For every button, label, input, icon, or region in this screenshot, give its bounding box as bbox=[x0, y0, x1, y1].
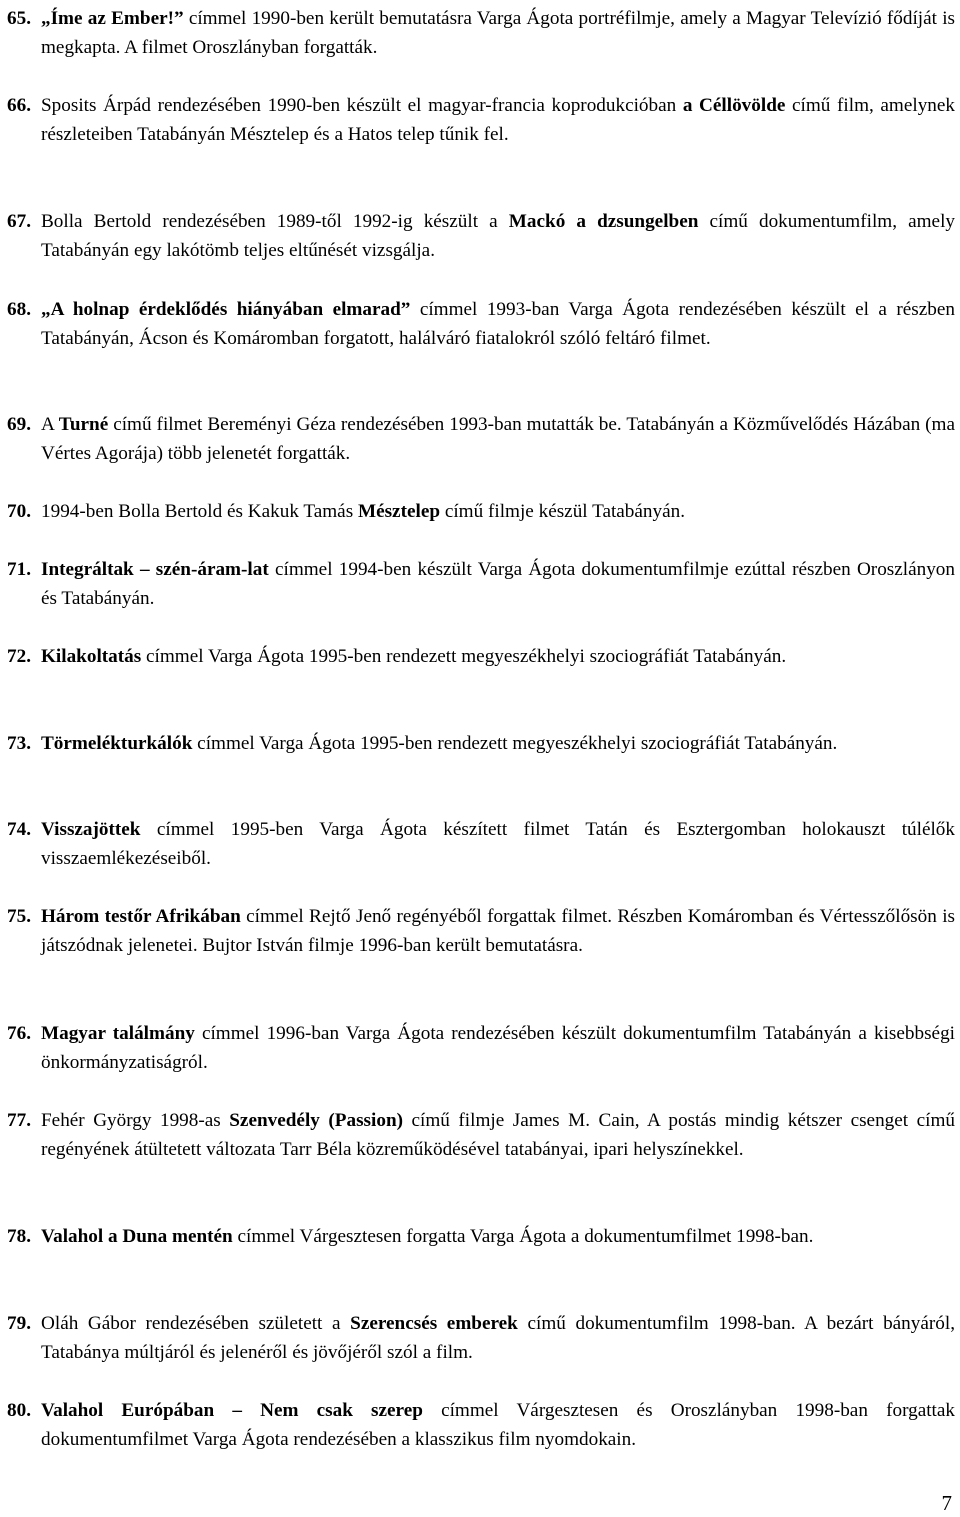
entry-text: Valahol Európában – Nem csak szerep címmel Várgesztesen és Oroszlányban 1998-ban forgattak dokumentumfilmet Varga Ágota rendezésében a klasszikus film nyomdokain. bbox=[41, 1400, 955, 1450]
entry-number: 70. bbox=[7, 501, 31, 522]
entry-text: Valahol a Duna mentén címmel Várgesztesen forgatta Varga Ágota a dokumentumfilmet 1998-ban. bbox=[41, 1226, 814, 1247]
entry-number: 66. bbox=[7, 95, 31, 116]
entry-76 bbox=[7, 1019, 955, 1077]
entry-66 bbox=[7, 91, 955, 149]
entry-number: 77. bbox=[7, 1110, 31, 1131]
entry-number: 69. bbox=[7, 414, 31, 435]
entry-67 bbox=[7, 207, 955, 265]
entry-72 bbox=[7, 642, 955, 671]
entry-text: Sposits Árpád rendezésében 1990-ben készült el magyar-francia koprodukcióban a Céllövölde című film, amelynek részleteiben Tatabányán Mésztelep és a Hatos telep tűnik fel. bbox=[41, 95, 955, 145]
entry-65 bbox=[7, 4, 955, 62]
entry-text: Magyar találmány címmel 1996-ban Varga Ágota rendezésében készült dokumentumfilm Tatabányán a kisebbségi önkormányzatiságról. bbox=[41, 1023, 955, 1073]
entry-number: 65. bbox=[7, 8, 31, 29]
entry-number: 72. bbox=[7, 646, 31, 667]
entry-text: Bolla Bertold rendezésében 1989-től 1992-ig készült a Mackó a dzsungelben című dokumentumfilm, amely Tatabányán egy lakótömb teljes eltűnését vizsgálja. bbox=[41, 211, 955, 261]
entry-78 bbox=[7, 1222, 955, 1251]
entry-70 bbox=[7, 497, 955, 526]
entry-68 bbox=[7, 295, 955, 353]
entry-text: „Íme az Ember!” címmel 1990-ben került bemutatásra Varga Ágota portréfilmje, amely a Magyar Televízió fődíját is megkapta. A filmet Oroszlányban forgatták. bbox=[41, 8, 956, 58]
entry-77 bbox=[7, 1106, 955, 1164]
entry-number: 76. bbox=[7, 1023, 31, 1044]
entry-text: A Turné című filmet Bereményi Géza rendezésében 1993-ban mutatták be. Tatabányán a Közművelődés Házában (ma Vértes Agorája) több jelenetét forgatták. bbox=[41, 414, 955, 464]
entry-number: 75. bbox=[7, 906, 31, 927]
entry-text: Törmelékturkálók címmel Varga Ágota 1995-ben rendezett megyeszékhelyi szociográfiát Tatabányán. bbox=[41, 733, 838, 754]
entry-text: „A holnap érdeklődés hiányában elmarad” címmel 1993-ban Varga Ágota rendezésében készült el a részben Tatabányán, Ácson és Komáromban forgatott, halálváró fiatalokról szóló feltáró filmet. bbox=[41, 299, 955, 349]
entry-text: Kilakoltatás címmel Varga Ágota 1995-ben rendezett megyeszékhelyi szociográfiát Tatabányán. bbox=[41, 646, 787, 667]
entry-text: 1994-ben Bolla Bertold és Kakuk Tamás Mésztelep című filmje készül Tatabányán. bbox=[41, 501, 686, 522]
entry-text: Fehér György 1998-as Szenvedély (Passion) című filmje James M. Cain, A postás mindig kétszer csenget című regényének átültetett változata Tarr Béla közreműködésével tatabányai, ipari helyszínekkel. bbox=[41, 1110, 955, 1160]
entry-75 bbox=[7, 902, 955, 960]
entry-text: Visszajöttek címmel 1995-ben Varga Ágota készített filmet Tatán és Esztergomban holokauszt túlélők visszaemlékezéseiből. bbox=[41, 819, 955, 869]
entry-text: Három testőr Afrikában címmel Rejtő Jenő regényéből forgattak filmet. Részben Komáromban és Vértesszőlősön is játszódnak jelenetei. Bujtor István filmje 1996-ban került bemutatásra. bbox=[41, 906, 955, 956]
page-number: 7 bbox=[941, 1491, 952, 1515]
entry-number: 73. bbox=[7, 733, 31, 754]
entry-80 bbox=[7, 1396, 955, 1454]
entry-text: Oláh Gábor rendezésében született a Szerencsés emberek című dokumentumfilm 1998-ban. A bezárt bányáról, Tatabánya múltjáról és jelenéről és jövőjéről szól a film. bbox=[41, 1313, 955, 1363]
entry-number: 71. bbox=[7, 559, 31, 580]
entry-text: Integráltak – szén-áram-lat címmel 1994-ben készült Varga Ágota dokumentumfilmje ezúttal részben Oroszlányon és Tatabányán. bbox=[41, 559, 955, 609]
entry-number: 67. bbox=[7, 211, 31, 232]
entry-number: 79. bbox=[7, 1313, 31, 1334]
entry-79 bbox=[7, 1309, 955, 1367]
entry-74 bbox=[7, 815, 955, 873]
entry-number: 68. bbox=[7, 299, 31, 320]
entry-number: 80. bbox=[7, 1400, 31, 1421]
entry-number: 74. bbox=[7, 819, 31, 840]
entry-71 bbox=[7, 555, 955, 613]
entry-73 bbox=[7, 729, 955, 758]
entry-number: 78. bbox=[7, 1226, 31, 1247]
entry-69 bbox=[7, 410, 955, 468]
